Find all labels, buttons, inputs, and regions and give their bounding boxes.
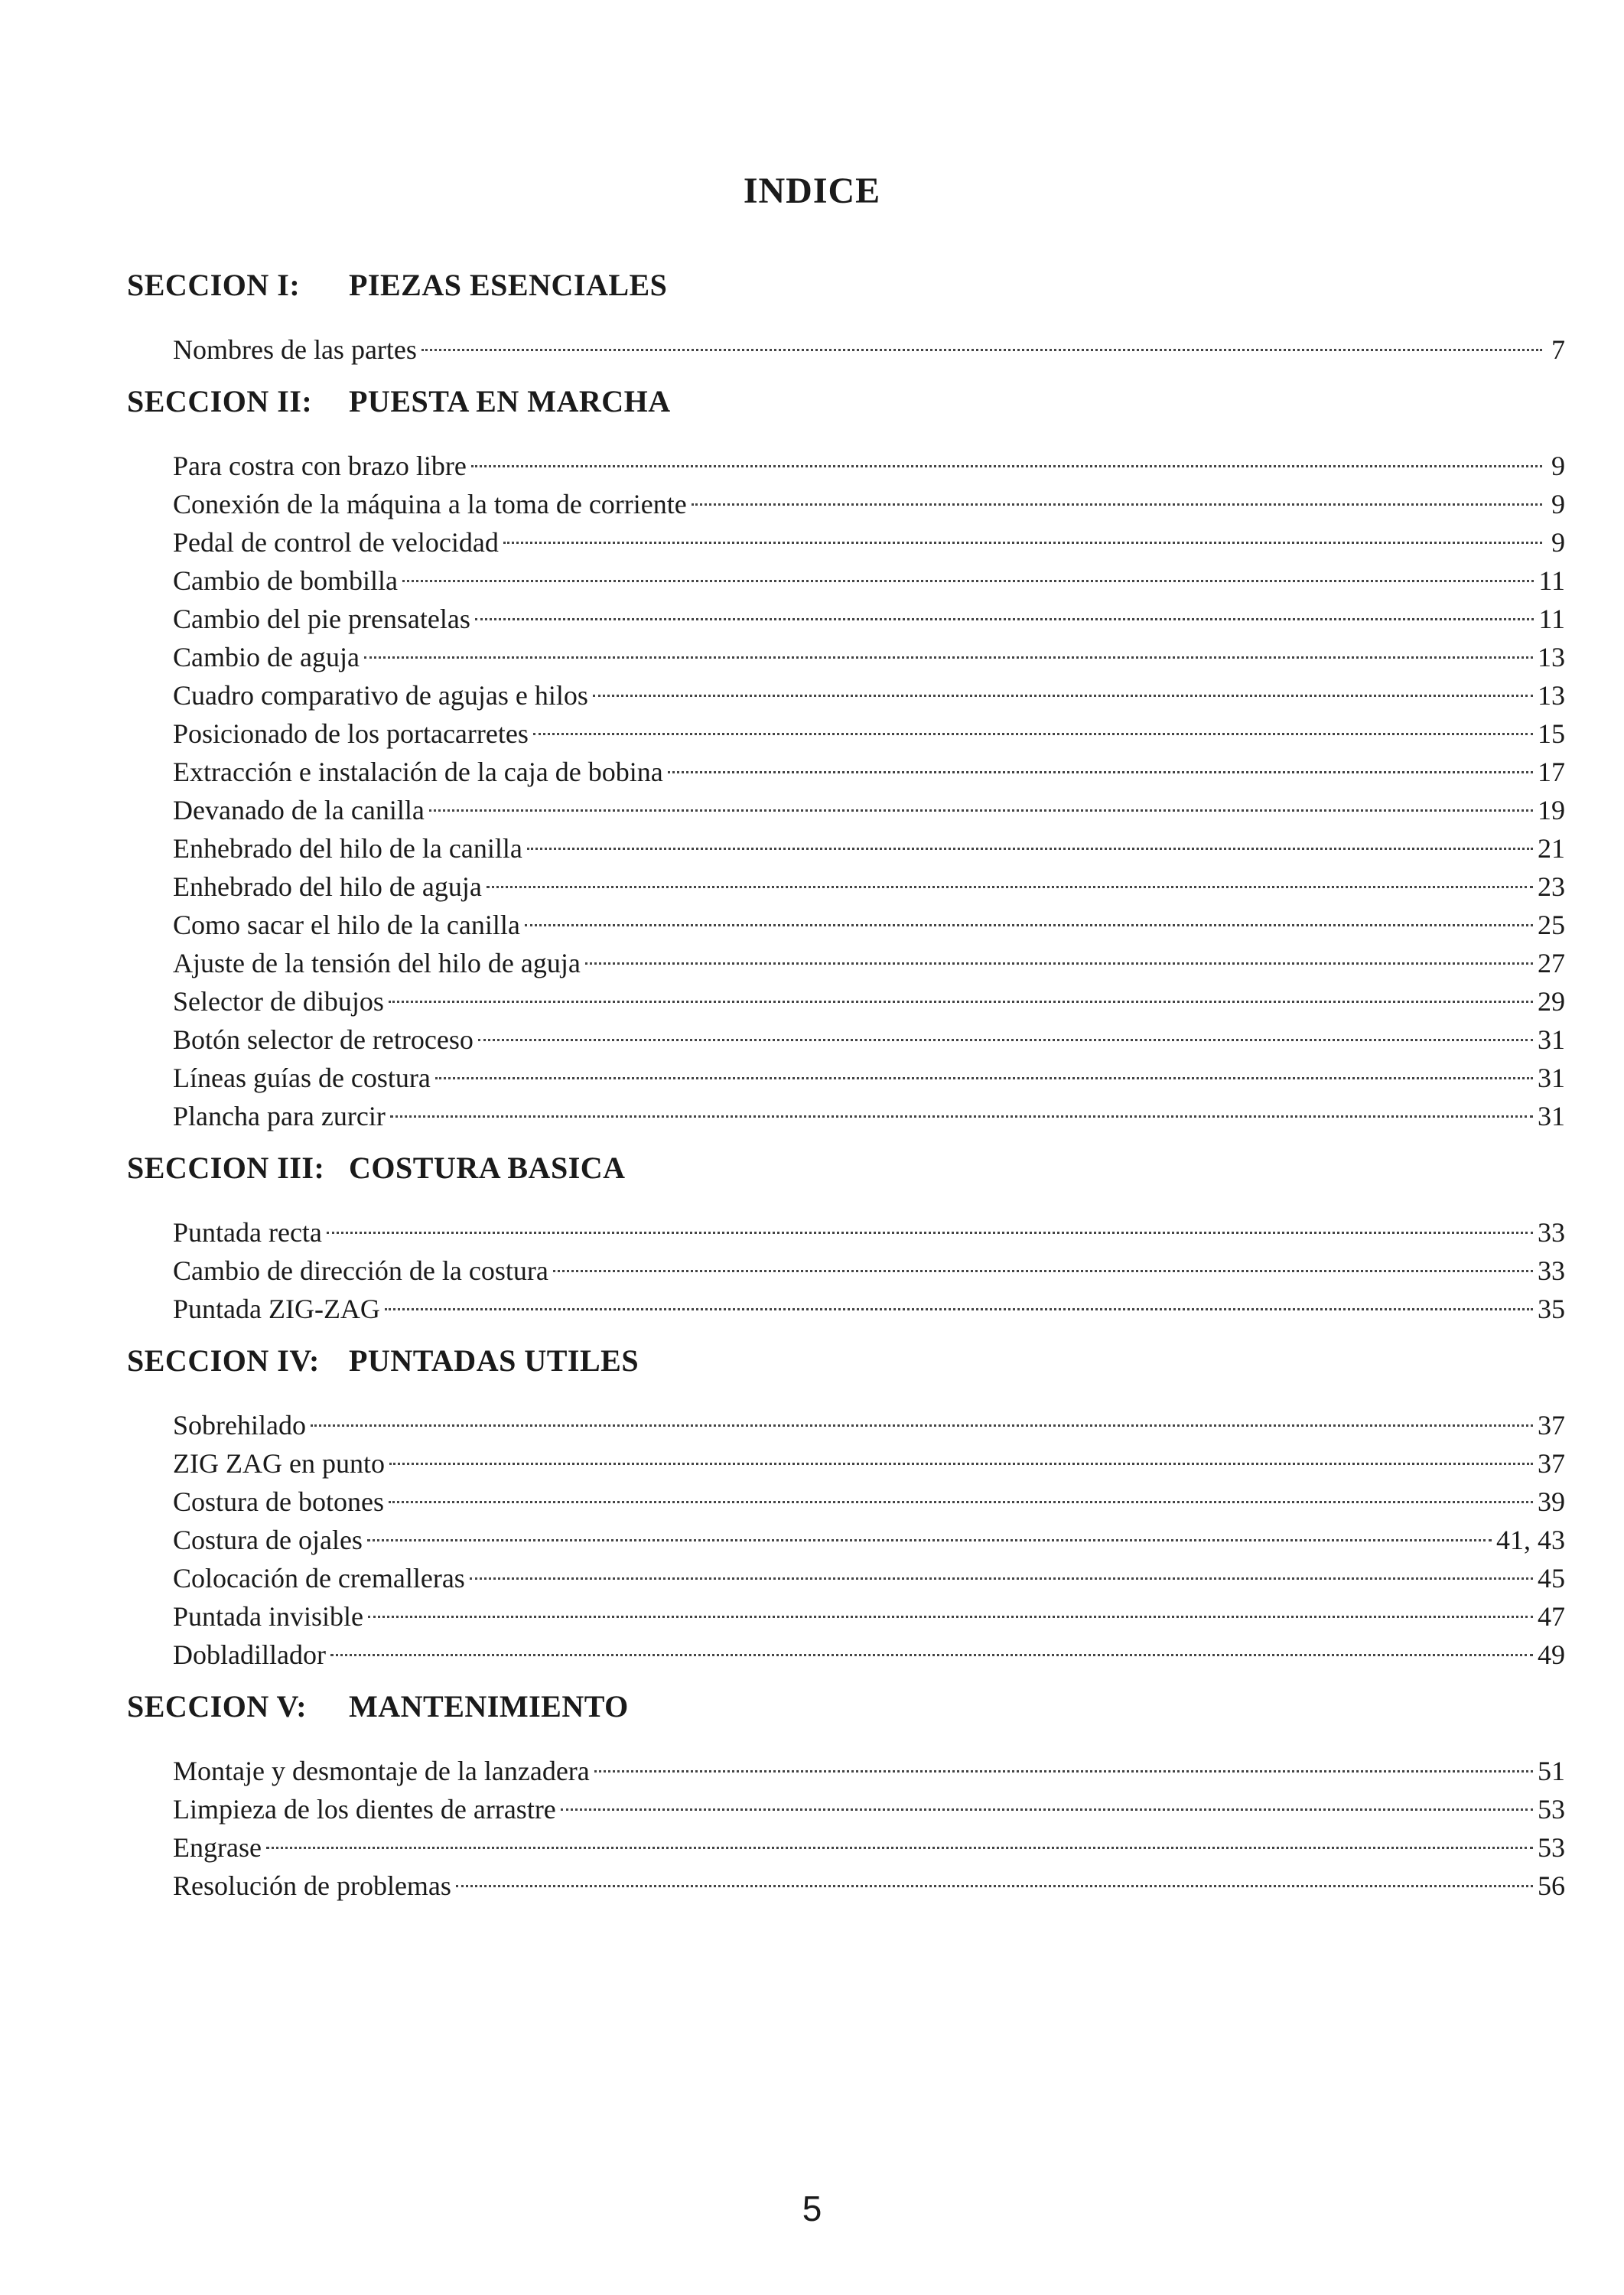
toc-entry-page: 15 <box>1538 718 1565 749</box>
toc-entry <box>173 1242 1565 1286</box>
toc-entry <box>173 1587 1565 1632</box>
toc-section <box>127 1340 1565 1670</box>
toc-entry-page: 45 <box>1538 1563 1565 1593</box>
dot-leader <box>594 1742 1533 1780</box>
toc-entry-page: 37 <box>1538 1448 1565 1479</box>
dot-leader <box>389 1473 1533 1511</box>
toc-entry-label: Costura de ojales <box>173 1525 363 1555</box>
toc-entry-page: 27 <box>1538 948 1565 978</box>
dot-leader <box>389 1434 1533 1473</box>
section-title: PIEZAS ESENCIALES <box>349 268 668 302</box>
toc-entry-label: Devanado de la canilla <box>173 795 425 825</box>
dot-leader <box>330 1626 1533 1664</box>
toc-entry-page: 56 <box>1538 1870 1565 1901</box>
toc-entry-page: 23 <box>1538 871 1565 902</box>
toc-entry-page: 17 <box>1538 757 1565 787</box>
toc-entry-page: 53 <box>1538 1794 1565 1825</box>
table-of-contents <box>127 264 1565 1916</box>
toc-entry-label: Engrase <box>173 1832 262 1863</box>
dot-leader <box>390 1087 1533 1125</box>
toc-entry-label: Montaje y desmontaje de la lanzadera <box>173 1756 590 1786</box>
toc-entry-label: Sobrehilado <box>173 1410 306 1440</box>
toc-entry-page: 9 <box>1551 489 1565 519</box>
dot-leader <box>593 666 1533 705</box>
toc-entry <box>173 437 1565 481</box>
section-label: SECCION V: <box>127 1689 308 1724</box>
dot-leader <box>456 1857 1533 1895</box>
toc-entry-page: 33 <box>1538 1217 1565 1248</box>
section-header <box>127 1685 1565 1728</box>
section-entries <box>127 1203 1565 1324</box>
toc-entry-label: Para costra con brazo libre <box>173 451 467 481</box>
toc-entry <box>173 1857 1565 1901</box>
section-label: SECCION II: <box>127 384 313 418</box>
toc-entry-label: Puntada invisible <box>173 1601 363 1632</box>
toc-entry-label: Posicionado de los portacarretes <box>173 718 529 749</box>
toc-entry-label: Como sacar el hilo de la canilla <box>173 910 520 940</box>
toc-entry <box>173 1203 1565 1248</box>
section-title: COSTURA BASICA <box>349 1151 626 1185</box>
toc-entry-page: 51 <box>1538 1756 1565 1786</box>
dot-leader <box>364 628 1533 666</box>
toc-entry-label: Colocación de cremalleras <box>173 1563 465 1593</box>
toc-entry-label: Botón selector de retroceso <box>173 1024 474 1055</box>
section-entries <box>127 1396 1565 1670</box>
toc-entry-label: Enhebrado del hilo de aguja <box>173 871 482 902</box>
toc-entry-page: 31 <box>1538 1024 1565 1055</box>
toc-entry-page: 53 <box>1538 1832 1565 1863</box>
toc-entry-page: 31 <box>1538 1101 1565 1131</box>
toc-entry-label: Conexión de la máquina a la toma de corriente <box>173 489 687 519</box>
toc-entry-label: Extracción e instalación de la caja de bobina <box>173 757 663 787</box>
toc-entry-page: 25 <box>1538 910 1565 940</box>
toc-entry-page: 13 <box>1538 642 1565 672</box>
section-header <box>127 1147 1565 1190</box>
toc-entry <box>173 1626 1565 1670</box>
dot-leader <box>429 781 1533 819</box>
section-title: MANTENIMIENTO <box>349 1689 629 1724</box>
section-header <box>127 1340 1565 1382</box>
toc-entry-page: 19 <box>1538 795 1565 825</box>
dot-leader <box>402 552 1534 590</box>
section-header <box>127 264 1565 307</box>
toc-entry-label: Cambio de aguja <box>173 642 360 672</box>
toc-entry-label: Enhebrado del hilo de la canilla <box>173 833 522 864</box>
page-number: 5 <box>802 2189 822 2228</box>
dot-leader <box>668 743 1533 781</box>
dot-leader <box>368 1587 1533 1626</box>
toc-entry-label: Pedal de control de velocidad <box>173 527 499 558</box>
section-entries <box>127 437 1565 1131</box>
toc-entry-page: 49 <box>1538 1639 1565 1670</box>
section-title: PUNTADAS UTILES <box>349 1343 640 1378</box>
toc-entry-page: 41, 43 <box>1496 1525 1565 1555</box>
dot-leader <box>435 1049 1533 1087</box>
dot-leader <box>503 513 1542 552</box>
toc-entry-label: Selector de dibujos <box>173 986 384 1017</box>
dot-leader <box>311 1396 1533 1434</box>
toc-entry <box>173 1818 1565 1863</box>
toc-entry-label: Dobladillador <box>173 1639 326 1670</box>
toc-entry <box>173 1511 1565 1555</box>
section-label: SECCION III: <box>127 1151 325 1185</box>
dot-leader <box>367 1511 1492 1549</box>
toc-entry-label: Cuadro comparativo de agujas e hilos <box>173 680 588 711</box>
dot-leader <box>475 590 1534 628</box>
toc-entry-label: Cambio de dirección de la costura <box>173 1255 548 1286</box>
dot-leader <box>421 321 1542 359</box>
toc-entry-label: Nombres de las partes <box>173 334 417 365</box>
toc-entry <box>173 666 1565 711</box>
toc-entry <box>173 1396 1565 1440</box>
dot-leader <box>527 819 1533 858</box>
dot-leader <box>585 934 1533 972</box>
toc-entry-page: 21 <box>1538 833 1565 864</box>
toc-section <box>127 380 1565 1131</box>
toc-entry-page: 29 <box>1538 986 1565 1017</box>
toc-entry-page: 7 <box>1551 334 1565 365</box>
dot-leader <box>533 705 1533 743</box>
toc-entry <box>173 1742 1565 1786</box>
dot-leader <box>385 1280 1533 1318</box>
toc-section <box>127 1685 1565 1901</box>
toc-entry-page: 11 <box>1538 604 1565 634</box>
section-label: SECCION IV: <box>127 1343 320 1378</box>
toc-entry-label: Cambio de bombilla <box>173 565 398 596</box>
toc-entry-page: 9 <box>1551 451 1565 481</box>
section-entries <box>127 321 1565 365</box>
toc-entry-page: 47 <box>1538 1601 1565 1632</box>
toc-entry-label: Cambio del pie prensatelas <box>173 604 470 634</box>
toc-entry-page: 33 <box>1538 1255 1565 1286</box>
dot-leader <box>471 437 1542 475</box>
toc-entry <box>173 628 1565 672</box>
section-header <box>127 380 1565 423</box>
toc-entry-page: 11 <box>1538 565 1565 596</box>
toc-entry-label: Limpieza de los dientes de arrastre <box>173 1794 556 1825</box>
dot-leader <box>389 972 1533 1011</box>
toc-entry-label: Ajuste de la tensión del hilo de aguja <box>173 948 581 978</box>
toc-entry-label: Costura de botones <box>173 1486 384 1517</box>
dot-leader <box>561 1780 1533 1818</box>
toc-entry-page: 31 <box>1538 1063 1565 1093</box>
page-title: INDICE <box>743 171 881 211</box>
toc-entry-page: 39 <box>1538 1486 1565 1517</box>
toc-entry <box>173 1549 1565 1593</box>
toc-entry-page: 37 <box>1538 1410 1565 1440</box>
dot-leader <box>327 1203 1533 1242</box>
toc-entry <box>173 1434 1565 1479</box>
toc-section <box>127 1147 1565 1324</box>
toc-entry-page: 13 <box>1538 680 1565 711</box>
section-label: SECCION I: <box>127 268 301 302</box>
toc-entry-label: Plancha para zurcir <box>173 1101 386 1131</box>
toc-entry-label: Líneas guías de costura <box>173 1063 431 1093</box>
dot-leader <box>487 858 1533 896</box>
dot-leader <box>692 475 1542 513</box>
section-entries <box>127 1742 1565 1901</box>
toc-entry <box>173 321 1565 365</box>
toc-section <box>127 264 1565 365</box>
toc-entry-label: Puntada recta <box>173 1217 322 1248</box>
dot-leader <box>470 1549 1533 1587</box>
dot-leader <box>478 1011 1533 1049</box>
dot-leader <box>553 1242 1533 1280</box>
dot-leader <box>266 1818 1533 1857</box>
toc-entry-label: Resolución de problemas <box>173 1870 451 1901</box>
toc-entry-label: Puntada ZIG-ZAG <box>173 1294 380 1324</box>
toc-entry-page: 35 <box>1538 1294 1565 1324</box>
toc-entry-page: 9 <box>1551 527 1565 558</box>
dot-leader <box>525 896 1533 934</box>
toc-entry-label: ZIG ZAG en punto <box>173 1448 385 1479</box>
section-title: PUESTA EN MARCHA <box>349 384 671 418</box>
